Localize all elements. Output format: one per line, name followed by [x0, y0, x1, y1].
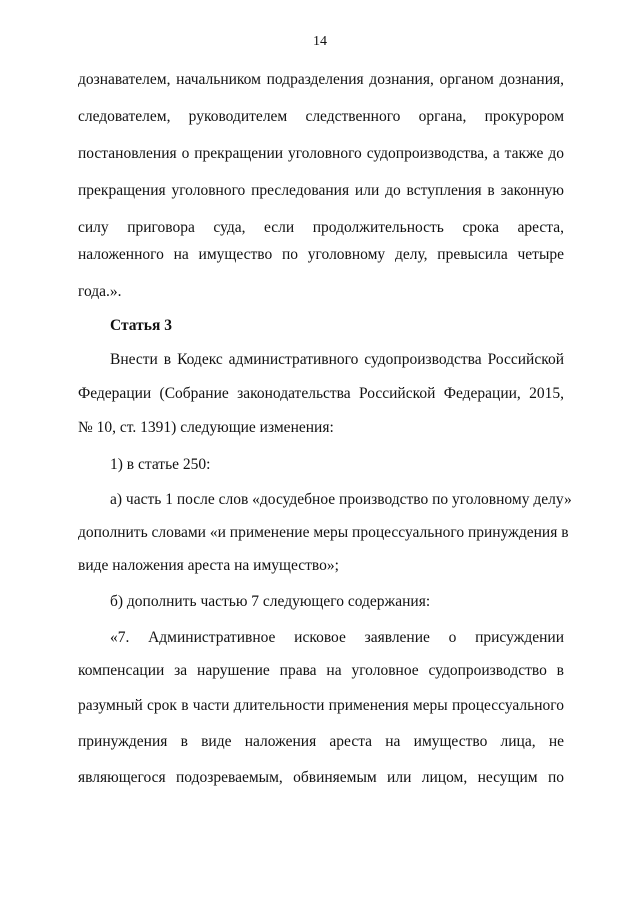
- text-line: прекращения уголовного преследования или до вступления в законную: [78, 182, 564, 199]
- text-line: года.».: [78, 283, 122, 300]
- text-line: компенсации за нарушение права на уголовное судопроизводство в: [78, 662, 564, 679]
- text-line: дополнить словами «и применение меры процессуального принуждения в: [78, 524, 569, 541]
- text-line: «7. Административное исковое заявление о присуждении: [110, 629, 564, 646]
- text-line: следователем, руководителем следственного органа, прокурором: [78, 108, 564, 125]
- text-line: принуждения в виде наложения ареста на имущество лица, не: [78, 733, 564, 750]
- text-line: являющегося подозреваемым, обвиняемым или лицом, несущим по: [78, 769, 564, 786]
- text-line: постановления о прекращении уголовного судопроизводства, а также до: [78, 145, 564, 162]
- text-line: Внести в Кодекс административного судопроизводства Российской: [110, 351, 564, 368]
- text-line: 1) в статье 250:: [110, 456, 211, 473]
- text-line: наложенного на имущество по уголовному делу, превысила четыре: [78, 246, 564, 263]
- text-line: б) дополнить частью 7 следующего содержания:: [110, 593, 431, 610]
- text-line: № 10, ст. 1391) следующие изменения:: [78, 419, 334, 436]
- page-number: 14: [313, 34, 327, 49]
- text-line: Федерации (Собрание законодательства Российской Федерации, 2015,: [78, 385, 564, 402]
- text-line: дознавателем, начальником подразделения дознания, органом дознания,: [78, 71, 564, 88]
- text-line: силу приговора суда, если продолжительность срока ареста,: [78, 219, 564, 236]
- text-line: а) часть 1 после слов «досудебное производство по уголовному делу»: [110, 491, 572, 508]
- text-line: виде наложения ареста на имущество»;: [78, 557, 339, 574]
- article-heading: Статья 3: [110, 317, 172, 334]
- text-line: разумный срок в части длительности применения меры процессуального: [78, 697, 564, 714]
